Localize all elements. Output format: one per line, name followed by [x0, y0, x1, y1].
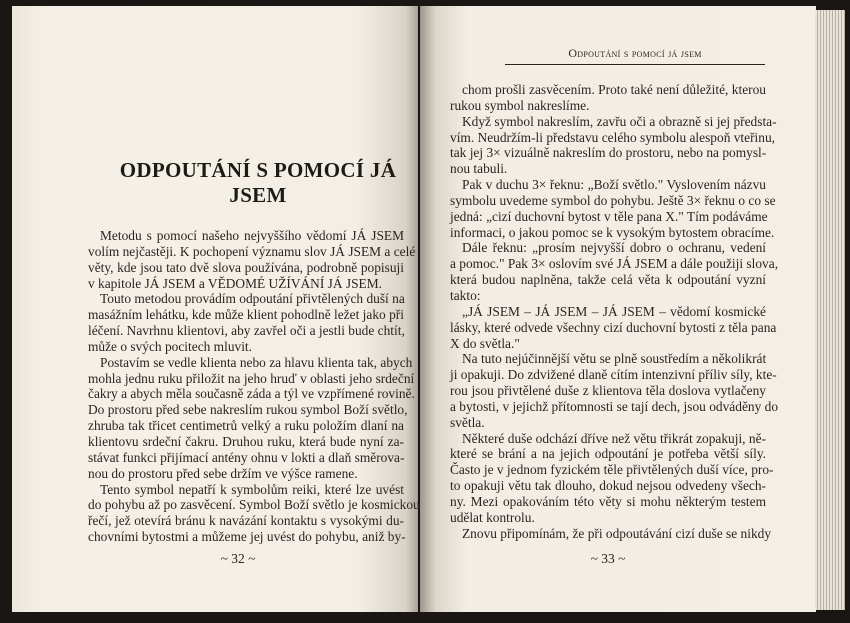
text-line: nou do prostoru před sebe držím ve výšce ramene. [88, 465, 358, 481]
header-rule [505, 64, 765, 65]
page-number: ~ 32 ~ [220, 551, 256, 566]
text-line: Často je v jednom fyzickém těle přivtělených duší více, pro- [450, 462, 774, 478]
text-line: Znovu připomínám, že při odpoutávání cizí duše se nikdy [462, 525, 772, 541]
text-line: v kapitole JÁ JSEM a VĚDOMÉ UŽÍVÁNÍ JÁ JSEM. [88, 275, 382, 291]
left-page [12, 6, 418, 612]
text-line: ji opakuji. Do zdvižené dlaně cítím intenzivní příliv síly, kte- [450, 367, 777, 383]
text-line: volím nejčastěji. K pochopení významu slov JÁ JSEM a celé [88, 243, 416, 259]
paragraph [88, 291, 404, 354]
text-line: Pak v duchu 3× řeknu: „Boží světlo." Vyslovením názvu [462, 177, 766, 193]
right-page [420, 6, 816, 612]
text-line: udělat kontrolu. [450, 509, 535, 525]
text-line: Metodu s pomocí našeho nejvyššího vědomí JÁ JSEM [100, 228, 404, 243]
text-line: chovními bytostmi a můžeme jej uvést do pohybu, aniž by- [88, 529, 406, 545]
text-line: a pomoc." Pak 3× oslovím své JÁ JSEM a dále použiji slova, [450, 256, 779, 272]
text-line: symbolu uvedeme symbol do pohybu. Ještě 3× řeknu o co se [450, 192, 776, 208]
text-line: světla. [450, 414, 485, 430]
text-line: léčení. Navrhnu klientovi, aby zavřel oči a jestli bude chtít, [88, 323, 405, 339]
chapter-title: ODPOUTÁNÍ S POMOCÍ JÁ JSEM [119, 158, 397, 207]
text-line: řečí, jež otevírá bránu k navázání kontaktu s vysokými du- [88, 513, 404, 529]
text-line: Některé duše odchází dříve než větu třikrát zopakuji, ně- [462, 430, 766, 446]
text-line: a bytosti, v jejichž přítomnosti se tají dech, jsou odváděny do [450, 398, 779, 414]
paragraph [88, 354, 415, 482]
text-line: mohla jednu ruku přiložit na jeho hruď v oblasti jeho srdeční [88, 370, 415, 386]
text-line: rou jsou přivtělené duše z klientova těla doslova vytlačeny [450, 383, 766, 399]
text-line: Dále řeknu: „prosím nejvyšší dobro o ochranu, vedení [462, 240, 766, 256]
text-line: Touto metodou provádím odpoutání přivtělených duší na [100, 291, 405, 307]
text-line: zhruba tak třicet centimetrů velký a ruku položím dlaní na [88, 418, 404, 434]
text-line: informaci, o jakou pomoc se k vysokým bytostem obracíme. [450, 224, 775, 240]
text-line: rukou symbol nakreslíme. [450, 97, 590, 113]
text-line: čakry a abych měla současně záda a týl ve vzpřímené rovině. [88, 386, 415, 402]
text-line: chom prošli zasvěcením. Proto také není důležité, kterou [462, 82, 766, 97]
text-line: Když symbol nakreslím, zavřu oči a obrazně si jej předsta- [462, 113, 777, 129]
text-line: masážním lehátku, kde může klient pohodlně ležet jako při [88, 307, 404, 323]
text-line: které se brání a na jejich odpoutání je potřeba větší síly. [450, 446, 766, 462]
text-line: takto: [450, 287, 481, 303]
paragraph [450, 177, 776, 240]
paragraph [88, 228, 416, 291]
text-line: klientovu srdeční čakru. Druhou ruku, která bude nyní za- [88, 433, 404, 449]
paragraph [450, 82, 766, 114]
paragraph [450, 303, 777, 352]
right-page-body [450, 82, 779, 541]
text-line: „JÁ JSEM – JÁ JSEM – JÁ JSEM – vědomí kosmické [462, 303, 766, 319]
paragraph [88, 481, 420, 545]
text-line: věty, kde jsou tato dvě slova používána, podrobně popisuji [88, 259, 404, 275]
text-line: vím. Neudržím-li představu celého symbolu alespoň vteřinu, [450, 129, 776, 145]
text-line: do pohybu až po zasvěcení. Symbol Boží světlo je kosmickou [88, 497, 420, 513]
text-line: lásky, které odvede všechny cizí duchovní bytosti z těla pana [450, 319, 777, 335]
paragraph [450, 525, 772, 542]
text-line: může o svých pocitech mluvit. [88, 338, 252, 354]
text-line: X do světla." [450, 335, 520, 351]
paragraph [450, 113, 777, 177]
page-edges [815, 10, 845, 610]
text-line: stávat funkci přijímací antény ohnu v lokti a dlaň směrova- [88, 449, 405, 465]
running-header: Odpoutání s pomocí já jsem [568, 46, 702, 60]
text-line: ny. Mezi opakováním této věty si mohu některým testem [450, 493, 766, 509]
paragraph [450, 430, 774, 526]
text-line: tak jej 3× vizuálně nakreslím do prostoru, nebo na pomysl- [450, 145, 767, 161]
text-line: nou tabuli. [450, 161, 508, 177]
text-line: Postavím se vedle klienta nebo za hlavu klienta tak, abych [100, 354, 413, 370]
text-line: Na tuto nejúčinnější větu se plně soustředím a několikrát [462, 351, 767, 367]
paragraph [450, 351, 779, 430]
text-line: která budou naplněna, takže celá věta k odpoutání vyzní [450, 272, 766, 288]
left-page-body [88, 228, 420, 545]
text-line: Tento symbol nepatří k symbolům reiki, které lze uvést [100, 481, 404, 497]
text-line: to opakuji větu tak dlouho, dokud nejsou odvedeny všech- [450, 478, 766, 494]
text-line: Do prostoru před sebe nakreslím rukou symbol Boží světlo, [88, 402, 408, 418]
paragraph [450, 240, 779, 303]
page-number: ~ 33 ~ [590, 551, 626, 566]
text-line: jedná: „cizí duchovní bytost v těle pana X." Tím podáváme [450, 208, 768, 224]
